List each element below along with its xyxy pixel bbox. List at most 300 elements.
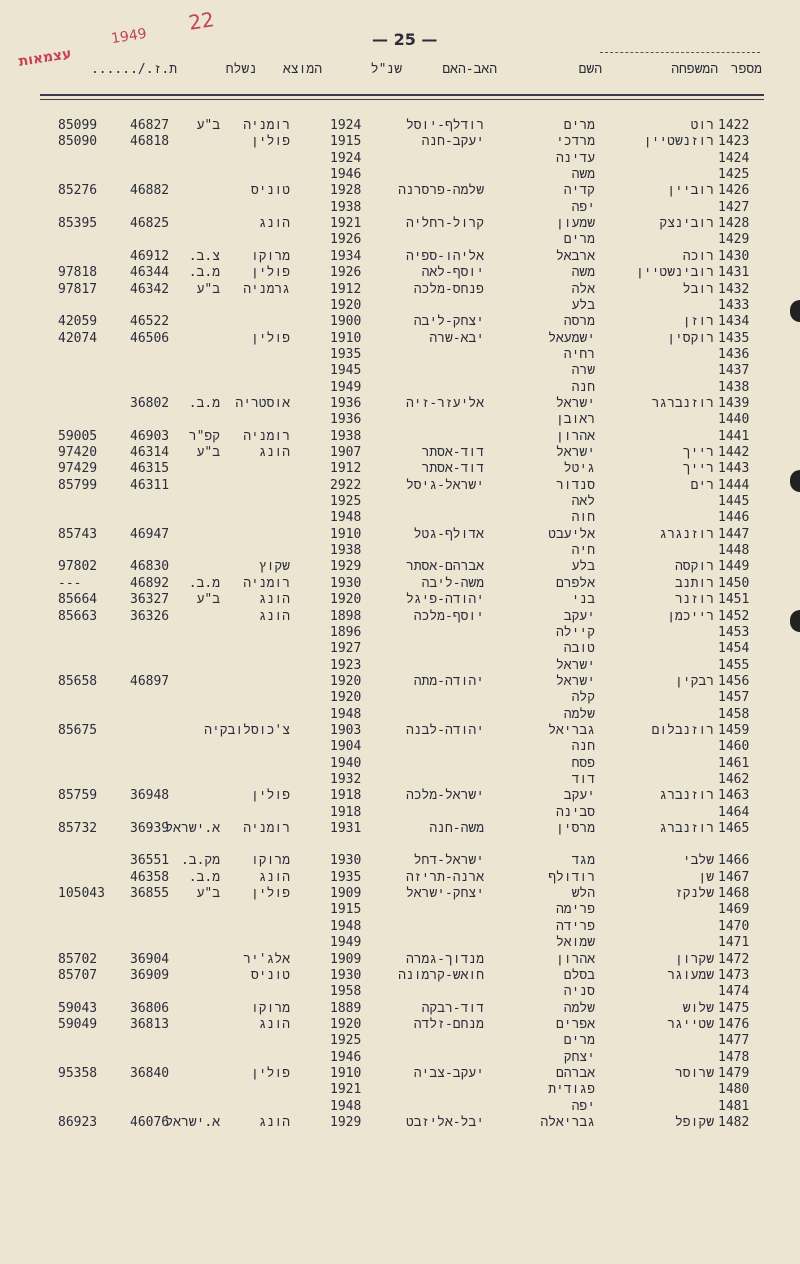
cell-year: 1949 <box>330 379 362 395</box>
cell-first: פרידה <box>555 918 595 934</box>
cell-year: 1936 <box>330 395 362 411</box>
table-row <box>0 167 800 183</box>
cell-year: 1921 <box>330 216 362 232</box>
cell-year: 1948 <box>330 706 362 722</box>
cell-a: 36840 <box>130 1065 170 1081</box>
cell-family: רותנב <box>674 575 714 591</box>
cell-first: אהרון <box>555 428 595 444</box>
cell-a: 46076 <box>130 1115 170 1130</box>
cell-year: 1930 <box>330 967 362 983</box>
cell-year: 1930 <box>330 575 362 591</box>
cell-num: 1478 <box>718 1049 750 1065</box>
header-origin: המוצא <box>282 62 322 77</box>
cell-family: רים <box>690 477 714 493</box>
table-row <box>0 609 800 625</box>
cell-family: רוקסין <box>667 330 714 346</box>
cell-num: 1431 <box>718 265 750 281</box>
cell-num: 1455 <box>718 657 750 673</box>
cell-year: 1929 <box>330 1115 362 1130</box>
table-row <box>0 249 800 265</box>
cell-num: 1480 <box>718 1082 750 1098</box>
cell-num: 1440 <box>718 412 750 428</box>
cell-num: 1468 <box>718 886 750 902</box>
cell-land: מ.ב. <box>188 575 220 591</box>
cell-first: פסח <box>571 755 595 771</box>
cell-b: --- <box>58 575 82 591</box>
cell-b: 85702 <box>58 951 98 967</box>
cell-family: רוזן <box>682 314 714 330</box>
header-family: המשפחה <box>671 62 718 77</box>
cell-b: 95358 <box>58 1065 98 1081</box>
cell-first: אפרים <box>555 1016 595 1032</box>
cell-parents: דוד-אסתר <box>421 461 484 477</box>
cell-a: 46342 <box>130 281 170 297</box>
cell-year: 1938 <box>330 428 362 444</box>
cell-a: 36855 <box>130 886 170 902</box>
cell-a: 46830 <box>130 559 170 575</box>
table-row <box>0 331 800 347</box>
cell-origin: מרוקו <box>250 853 290 869</box>
cell-first: אלפרם <box>555 575 595 591</box>
cell-num: 1476 <box>718 1016 750 1032</box>
cell-family: רייך <box>682 445 714 460</box>
cell-origin: אוסטריה <box>235 395 290 411</box>
stamp-year: 1949 <box>110 25 148 48</box>
cell-year: 1889 <box>330 1000 362 1016</box>
cell-first: פגודית <box>548 1082 595 1098</box>
cell-land: ב"ע <box>196 886 220 902</box>
table-row <box>0 412 800 428</box>
cell-first: שרה <box>571 363 595 379</box>
cell-num: 1429 <box>718 232 750 248</box>
table-row <box>0 282 800 298</box>
cell-num: 1481 <box>718 1098 750 1114</box>
cell-b: 85799 <box>58 477 98 493</box>
cell-num: 1471 <box>718 935 750 951</box>
cell-parents: אדולף-גטל <box>413 526 484 542</box>
cell-year: 1909 <box>330 951 362 967</box>
cell-num: 1460 <box>718 739 750 755</box>
cell-year: 1912 <box>330 461 362 477</box>
cell-family: רוזנר <box>674 592 714 608</box>
cell-year: 1918 <box>330 788 362 804</box>
table-row <box>0 707 800 723</box>
page-number: — 25 — <box>372 30 438 49</box>
cell-b: 85099 <box>58 118 98 133</box>
table-row <box>0 870 800 886</box>
cell-family: רוזנשטיין <box>643 134 714 150</box>
cell-num: 1444 <box>718 477 750 493</box>
cell-a: 46882 <box>130 183 170 199</box>
cell-a: 46358 <box>130 869 170 885</box>
header-first: השם <box>578 62 602 77</box>
cell-num: 1436 <box>718 346 750 362</box>
cell-b: 97429 <box>58 461 98 477</box>
cell-a: 36806 <box>130 1000 170 1016</box>
cell-year: 1909 <box>330 886 362 902</box>
cell-first: משה <box>571 167 595 183</box>
cell-year: 1931 <box>330 821 362 837</box>
cell-family: שן <box>698 869 714 885</box>
cell-a: 46818 <box>130 134 170 150</box>
table-row <box>0 429 800 445</box>
cell-first: בני <box>571 592 595 608</box>
table-row <box>0 1082 800 1098</box>
cell-origin: פולין <box>250 134 290 150</box>
cell-land: קפ"ר <box>188 428 220 444</box>
table-row <box>0 183 800 199</box>
cell-first: אליעבט <box>548 526 595 542</box>
table-row <box>0 445 800 461</box>
cell-num: 1428 <box>718 216 750 232</box>
cell-num: 1459 <box>718 722 750 738</box>
cell-year: 2922 <box>330 477 362 493</box>
cell-num: 1442 <box>718 445 750 460</box>
cell-year: 1928 <box>330 183 362 199</box>
cell-first: שלמה <box>563 706 595 722</box>
cell-parents: פנחס-מלכה <box>413 281 484 297</box>
cell-num: 1426 <box>718 183 750 199</box>
cell-a: 46315 <box>130 461 170 477</box>
cell-year: 1946 <box>330 1049 362 1065</box>
table-row <box>0 1066 800 1082</box>
cell-origin: צ'כוסלובקיה <box>204 722 290 738</box>
cell-origin: מרוקו <box>250 1000 290 1016</box>
cell-year: 1949 <box>330 935 362 951</box>
table-row <box>0 1033 800 1049</box>
cell-family: רובל <box>682 281 714 297</box>
cell-family: רוזנגרג <box>659 526 714 542</box>
cell-first: חוה <box>571 510 595 526</box>
table-row <box>0 674 800 690</box>
table-row <box>0 478 800 494</box>
cell-year: 1915 <box>330 902 362 918</box>
table-row <box>0 658 800 674</box>
cell-b: 105043 <box>58 886 105 902</box>
cell-parents: מנדוך-גמרה <box>405 951 484 967</box>
cell-origin: פולין <box>250 330 290 346</box>
cell-num: 1454 <box>718 641 750 657</box>
cell-parents: קרול-רחליה <box>405 216 484 232</box>
cell-num: 1451 <box>718 592 750 608</box>
cell-first: ארבאל <box>555 248 595 264</box>
cell-first: בלע <box>571 297 595 313</box>
cell-b: 97818 <box>58 265 98 281</box>
cell-year: 1920 <box>330 690 362 706</box>
cell-parents: יוסף-לאה <box>421 265 484 281</box>
table-row <box>0 298 800 314</box>
cell-parents: אליעזר-זיה <box>405 395 484 411</box>
cell-parents: יעקב-חנה <box>421 134 484 150</box>
cell-year: 1927 <box>330 641 362 657</box>
cell-origin: רומניה <box>243 821 290 837</box>
cell-num: 1433 <box>718 297 750 313</box>
table-row <box>0 641 800 657</box>
table-row <box>0 821 800 837</box>
cell-b: 85276 <box>58 183 98 199</box>
cell-parents: יהודה-לבנה <box>405 722 484 738</box>
table-row <box>0 690 800 706</box>
cell-origin: פולין <box>250 1065 290 1081</box>
cell-family: רוזנברג <box>659 821 714 837</box>
table-row <box>0 1017 800 1033</box>
header-number: מספר <box>730 62 762 77</box>
cell-family: רובינשטיין <box>635 265 714 281</box>
table-row <box>0 756 800 772</box>
cell-first: שמואל <box>555 935 595 951</box>
cell-parents: יוסף-מלכה <box>413 608 484 624</box>
cell-first: לאה <box>571 494 595 510</box>
cell-family: שרוסר <box>674 1065 714 1081</box>
cell-family: שלנקז <box>674 886 714 902</box>
cell-a: 46344 <box>130 265 170 281</box>
cell-num: 1450 <box>718 575 750 591</box>
cell-b: 85663 <box>58 608 98 624</box>
cell-year: 1925 <box>330 494 362 510</box>
header-id: ת.ז./...... <box>90 62 177 77</box>
cell-year: 1923 <box>330 657 362 673</box>
cell-num: 1448 <box>718 543 750 559</box>
cell-parents: משה-חנה <box>429 821 484 837</box>
table-row <box>0 1050 800 1066</box>
cell-b: 59005 <box>58 428 98 444</box>
cell-origin: הונג <box>258 592 290 608</box>
stamp-word: עצמאות <box>17 45 73 70</box>
cell-year: 1930 <box>330 853 362 869</box>
cell-a: 46314 <box>130 445 170 460</box>
cell-first: רודולף <box>548 869 595 885</box>
table-row <box>0 363 800 379</box>
cell-first: אלה <box>571 281 595 297</box>
table-row <box>0 576 800 592</box>
cell-land: מ.ב. <box>188 265 220 281</box>
cell-parents: יבל-אליזבט <box>405 1115 484 1130</box>
cell-year: 1924 <box>330 118 362 133</box>
table-row <box>0 510 800 526</box>
cell-num: 1467 <box>718 869 750 885</box>
cell-num: 1435 <box>718 330 750 346</box>
cell-year: 1935 <box>330 346 362 362</box>
cell-b: 97420 <box>58 445 98 460</box>
cell-origin: הונג <box>258 1016 290 1032</box>
cell-land: ב"ע <box>196 445 220 460</box>
cell-num: 1457 <box>718 690 750 706</box>
cell-num: 1423 <box>718 134 750 150</box>
cell-num: 1452 <box>718 608 750 624</box>
cell-family: שלבי <box>682 853 714 869</box>
cell-family: שטייגר <box>667 1016 714 1032</box>
cell-year: 1910 <box>330 1065 362 1081</box>
cell-year: 1936 <box>330 412 362 428</box>
cell-a: 46311 <box>130 477 170 493</box>
cell-first: חיה <box>571 543 595 559</box>
cell-a: 36904 <box>130 951 170 967</box>
cell-num: 1437 <box>718 363 750 379</box>
cell-a: 46506 <box>130 330 170 346</box>
cell-family: רובינצק <box>659 216 714 232</box>
cell-year: 1932 <box>330 772 362 787</box>
cell-b: 85090 <box>58 134 98 150</box>
cell-b: 85759 <box>58 788 98 804</box>
cell-origin: גרמניה <box>243 281 290 297</box>
table-row <box>0 919 800 935</box>
cell-num: 1427 <box>718 199 750 215</box>
cell-first: יפה <box>571 199 595 215</box>
cell-first: בסלם <box>563 967 595 983</box>
cell-a: 46903 <box>130 428 170 444</box>
cell-first: סנדור <box>555 477 595 493</box>
cell-a: 46947 <box>130 526 170 542</box>
cell-first: יצחק <box>563 1049 595 1065</box>
cell-first: אהרון <box>555 951 595 967</box>
cell-origin: שקוץ <box>258 559 290 575</box>
cell-parents: יהודה-פיגל <box>405 592 484 608</box>
cell-num: 1432 <box>718 281 750 297</box>
cell-land: ב"ע <box>196 281 220 297</box>
cell-family: רוט <box>690 118 714 133</box>
cell-first: גיטל <box>563 461 595 477</box>
cell-first: שלמה <box>563 1000 595 1016</box>
cell-num: 1445 <box>718 494 750 510</box>
cell-origin: הונג <box>258 216 290 232</box>
table-row <box>0 494 800 510</box>
cell-parents: ישראל-דחל <box>413 853 484 869</box>
cell-first: ישראל <box>555 657 595 673</box>
cell-first: מרים <box>563 118 595 133</box>
cell-year: 1938 <box>330 199 362 215</box>
cell-family: שמעוגר <box>667 967 714 983</box>
cell-num: 1474 <box>718 984 750 1000</box>
cell-first: פרימה <box>555 902 595 918</box>
cell-a: 36909 <box>130 967 170 983</box>
cell-origin: הונג <box>258 869 290 885</box>
cell-num: 1473 <box>718 967 750 983</box>
cell-parents: דוד-אסתר <box>421 445 484 460</box>
cell-num: 1449 <box>718 559 750 575</box>
table-row <box>0 968 800 984</box>
cell-num: 1464 <box>718 804 750 820</box>
table-row <box>0 134 800 150</box>
cell-parents: דוד-רבקה <box>421 1000 484 1016</box>
cell-year: 1915 <box>330 134 362 150</box>
cell-a: 46912 <box>130 248 170 264</box>
cell-first: מגד <box>571 853 595 869</box>
cell-first: מרסין <box>555 821 595 837</box>
cell-first: עדינה <box>555 150 595 166</box>
table-row <box>0 935 800 951</box>
table-row <box>0 347 800 363</box>
cell-a: 36327 <box>130 592 170 608</box>
cell-num: 1456 <box>718 673 750 689</box>
cell-land: מ.ב. <box>188 395 220 411</box>
cell-origin: טוניס <box>250 183 290 199</box>
cell-num: 1425 <box>718 167 750 183</box>
cell-b: 85675 <box>58 722 98 738</box>
cell-first: יעקב <box>563 608 595 624</box>
table-row <box>0 772 800 788</box>
cell-num: 1470 <box>718 918 750 934</box>
cell-b: 85395 <box>58 216 98 232</box>
table-row <box>0 592 800 608</box>
cell-first: ישראל <box>555 673 595 689</box>
table-row <box>0 1099 800 1115</box>
cell-year: 1926 <box>330 265 362 281</box>
cell-family: רייכמן <box>667 608 714 624</box>
cell-family: רוזנבלום <box>651 722 714 738</box>
cell-a: 36326 <box>130 608 170 624</box>
cell-first: רחיה <box>563 346 595 362</box>
cell-b: 85707 <box>58 967 98 983</box>
cell-first: סניה <box>563 984 595 1000</box>
cell-family: שלוש <box>682 1000 714 1016</box>
cell-a: 46897 <box>130 673 170 689</box>
cell-origin: פולין <box>250 265 290 281</box>
cell-origin: הונג <box>258 1115 290 1130</box>
cell-land: מק.ב. <box>180 853 220 869</box>
cell-year: 1920 <box>330 673 362 689</box>
cell-land: א.ישראל <box>165 1115 220 1130</box>
cell-num: 1441 <box>718 428 750 444</box>
cell-year: 1921 <box>330 1082 362 1098</box>
cell-num: 1463 <box>718 788 750 804</box>
cell-year: 1910 <box>330 526 362 542</box>
cell-num: 1465 <box>718 821 750 837</box>
header-parents: האב-האם <box>442 62 497 77</box>
cell-year: 1904 <box>330 739 362 755</box>
cell-parents: יצחק-ליבה <box>413 314 484 330</box>
cell-num: 1447 <box>718 526 750 542</box>
cell-parents: יבא-שרה <box>429 330 484 346</box>
cell-first: שמעון <box>555 216 595 232</box>
table-row <box>0 543 800 559</box>
cell-first: אברהם <box>555 1065 595 1081</box>
table-row <box>0 886 800 902</box>
cell-parents: ישראל-גיסל <box>405 477 484 493</box>
cell-family: רוכה <box>682 248 714 264</box>
cell-b: 97817 <box>58 281 98 297</box>
cell-first: קיילה <box>555 624 595 640</box>
cell-first: הלש <box>571 886 595 902</box>
cell-first: מרים <box>563 1033 595 1049</box>
cell-first: דוד <box>571 772 595 787</box>
cell-origin: אלג'יר <box>243 951 290 967</box>
table-row <box>0 788 800 804</box>
table-row <box>0 200 800 216</box>
table-row <box>0 984 800 1000</box>
table-row <box>0 559 800 575</box>
cell-first: מרדכי <box>555 134 595 150</box>
cell-parents: יצחק-ישראל <box>405 886 484 902</box>
cell-year: 1896 <box>330 624 362 640</box>
cell-first: ישראל <box>555 445 595 460</box>
cell-year: 1948 <box>330 1098 362 1114</box>
cell-a: 36939 <box>130 821 170 837</box>
cell-family: רייך <box>682 461 714 477</box>
cell-num: 1469 <box>718 902 750 918</box>
cell-num: 1439 <box>718 395 750 411</box>
cell-year: 1924 <box>330 150 362 166</box>
cell-num: 1477 <box>718 1033 750 1049</box>
cell-b: 85664 <box>58 592 98 608</box>
cell-land: ב"ע <box>196 118 220 133</box>
cell-a: 46827 <box>130 118 170 133</box>
cell-b: 86923 <box>58 1115 98 1130</box>
cell-year: 1940 <box>330 755 362 771</box>
cell-first: יפה <box>571 1098 595 1114</box>
table-row <box>0 527 800 543</box>
cell-first: ישראל <box>555 395 595 411</box>
cell-num: 1482 <box>718 1115 750 1130</box>
